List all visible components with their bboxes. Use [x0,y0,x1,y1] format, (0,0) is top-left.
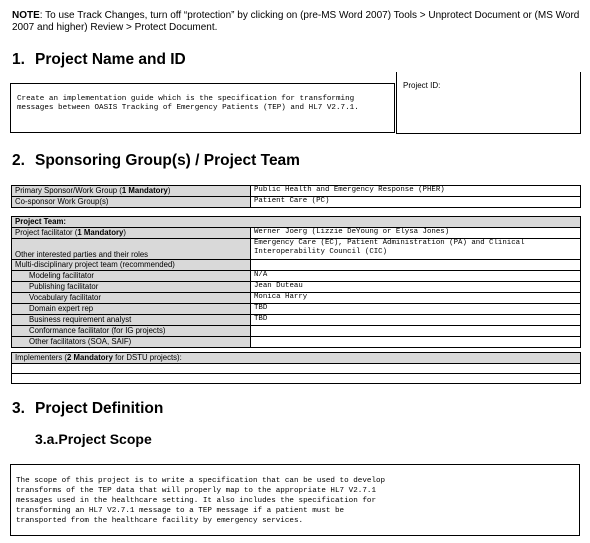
role-value[interactable] [251,326,581,337]
section-3a-heading [35,431,152,447]
co-sponsor-value[interactable]: Patient Care (PC) [251,197,581,208]
role-label: Domain expert rep [12,304,251,315]
section-2-heading [12,152,300,170]
multi-team-value[interactable] [251,260,581,271]
project-scope-field[interactable] [10,464,580,536]
project-id-field[interactable] [396,72,581,134]
role-value[interactable] [251,337,581,348]
project-name-text: Create an implementation guide which is the specification for transforming messages between OASIS Tracking of Emergency Patients (TEP) and HL7 V2.7.1. [17,95,359,112]
section-1-number: 1. [12,51,25,68]
implementers-table [11,352,581,384]
multi-team-label: Multi-disciplinary project team (recommended) [12,260,251,271]
role-value[interactable]: Jean Duteau [251,282,581,293]
note-text: : To use Track Changes, turn off “protection” by clicking on (pre-MS Word 2007) Tools > Unprotect Document or (MS Word 2007 and higher) Review > Protect Document. [12,10,580,33]
section-1-heading [12,51,186,69]
section-3-number: 3. [12,400,25,417]
role-value[interactable]: TBD [251,304,581,315]
primary-sponsor-label: Primary Sponsor/Work Group (1 Mandatory) [12,186,251,197]
role-label: Vocabulary facilitator [12,293,251,304]
project-team-table [11,216,581,348]
project-facilitator-label: Project facilitator (1 Mandatory) [12,228,251,239]
project-id-label: Project ID: [403,81,441,90]
role-label: Publishing facilitator [12,282,251,293]
implementer-row[interactable] [12,374,581,384]
role-label: Other facilitators (SOA, SAIF) [12,337,251,348]
project-scope-text: The scope of this project is to write a specification that can be used to develop transforms of the TEP data that will properly map to the appropriate HL7 V2.7.1 messages used in the healthcare setting. It also includes the specification for transforming an HL7 V2.7.1 message to a TEP message if a patient must be transported from the healthcare facility by emergency services. [16,477,386,525]
role-value[interactable]: TBD [251,315,581,326]
role-value[interactable]: Monica Harry [251,293,581,304]
role-label: Modeling facilitator [12,271,251,282]
section-3-heading [12,400,163,418]
protection-note [12,10,582,34]
section-3a-number: 3.a. [35,431,59,447]
project-team-header: Project Team: [12,217,581,228]
other-parties-value[interactable]: Emergency Care (EC), Patient Administration (PA) and Clinical Interoperability Council (CIC) [251,239,581,260]
sponsor-table [11,185,581,208]
project-name-field[interactable] [10,83,395,133]
section-2-title: Sponsoring Group(s) / Project Team [35,152,300,169]
co-sponsor-label: Co-sponsor Work Group(s) [12,197,251,208]
implementers-label: Implementers (2 Mandatory for DSTU projects): [12,353,581,364]
note-label: NOTE [12,10,40,21]
primary-sponsor-value[interactable]: Public Health and Emergency Response (PHER) [251,186,581,197]
project-facilitator-value[interactable]: Werner Joerg (Lizzie DeYoung or Elysa Jones) [251,228,581,239]
section-3a-title: Project Scope [58,431,152,447]
section-3-title: Project Definition [35,400,164,417]
section-1-title: Project Name and ID [35,51,186,68]
role-label: Conformance facilitator (for IG projects) [12,326,251,337]
section-2-number: 2. [12,152,25,169]
role-label: Business requirement analyst [12,315,251,326]
implementer-row[interactable] [12,364,581,374]
role-value[interactable]: N/A [251,271,581,282]
other-parties-label: Other interested parties and their roles [12,239,251,260]
